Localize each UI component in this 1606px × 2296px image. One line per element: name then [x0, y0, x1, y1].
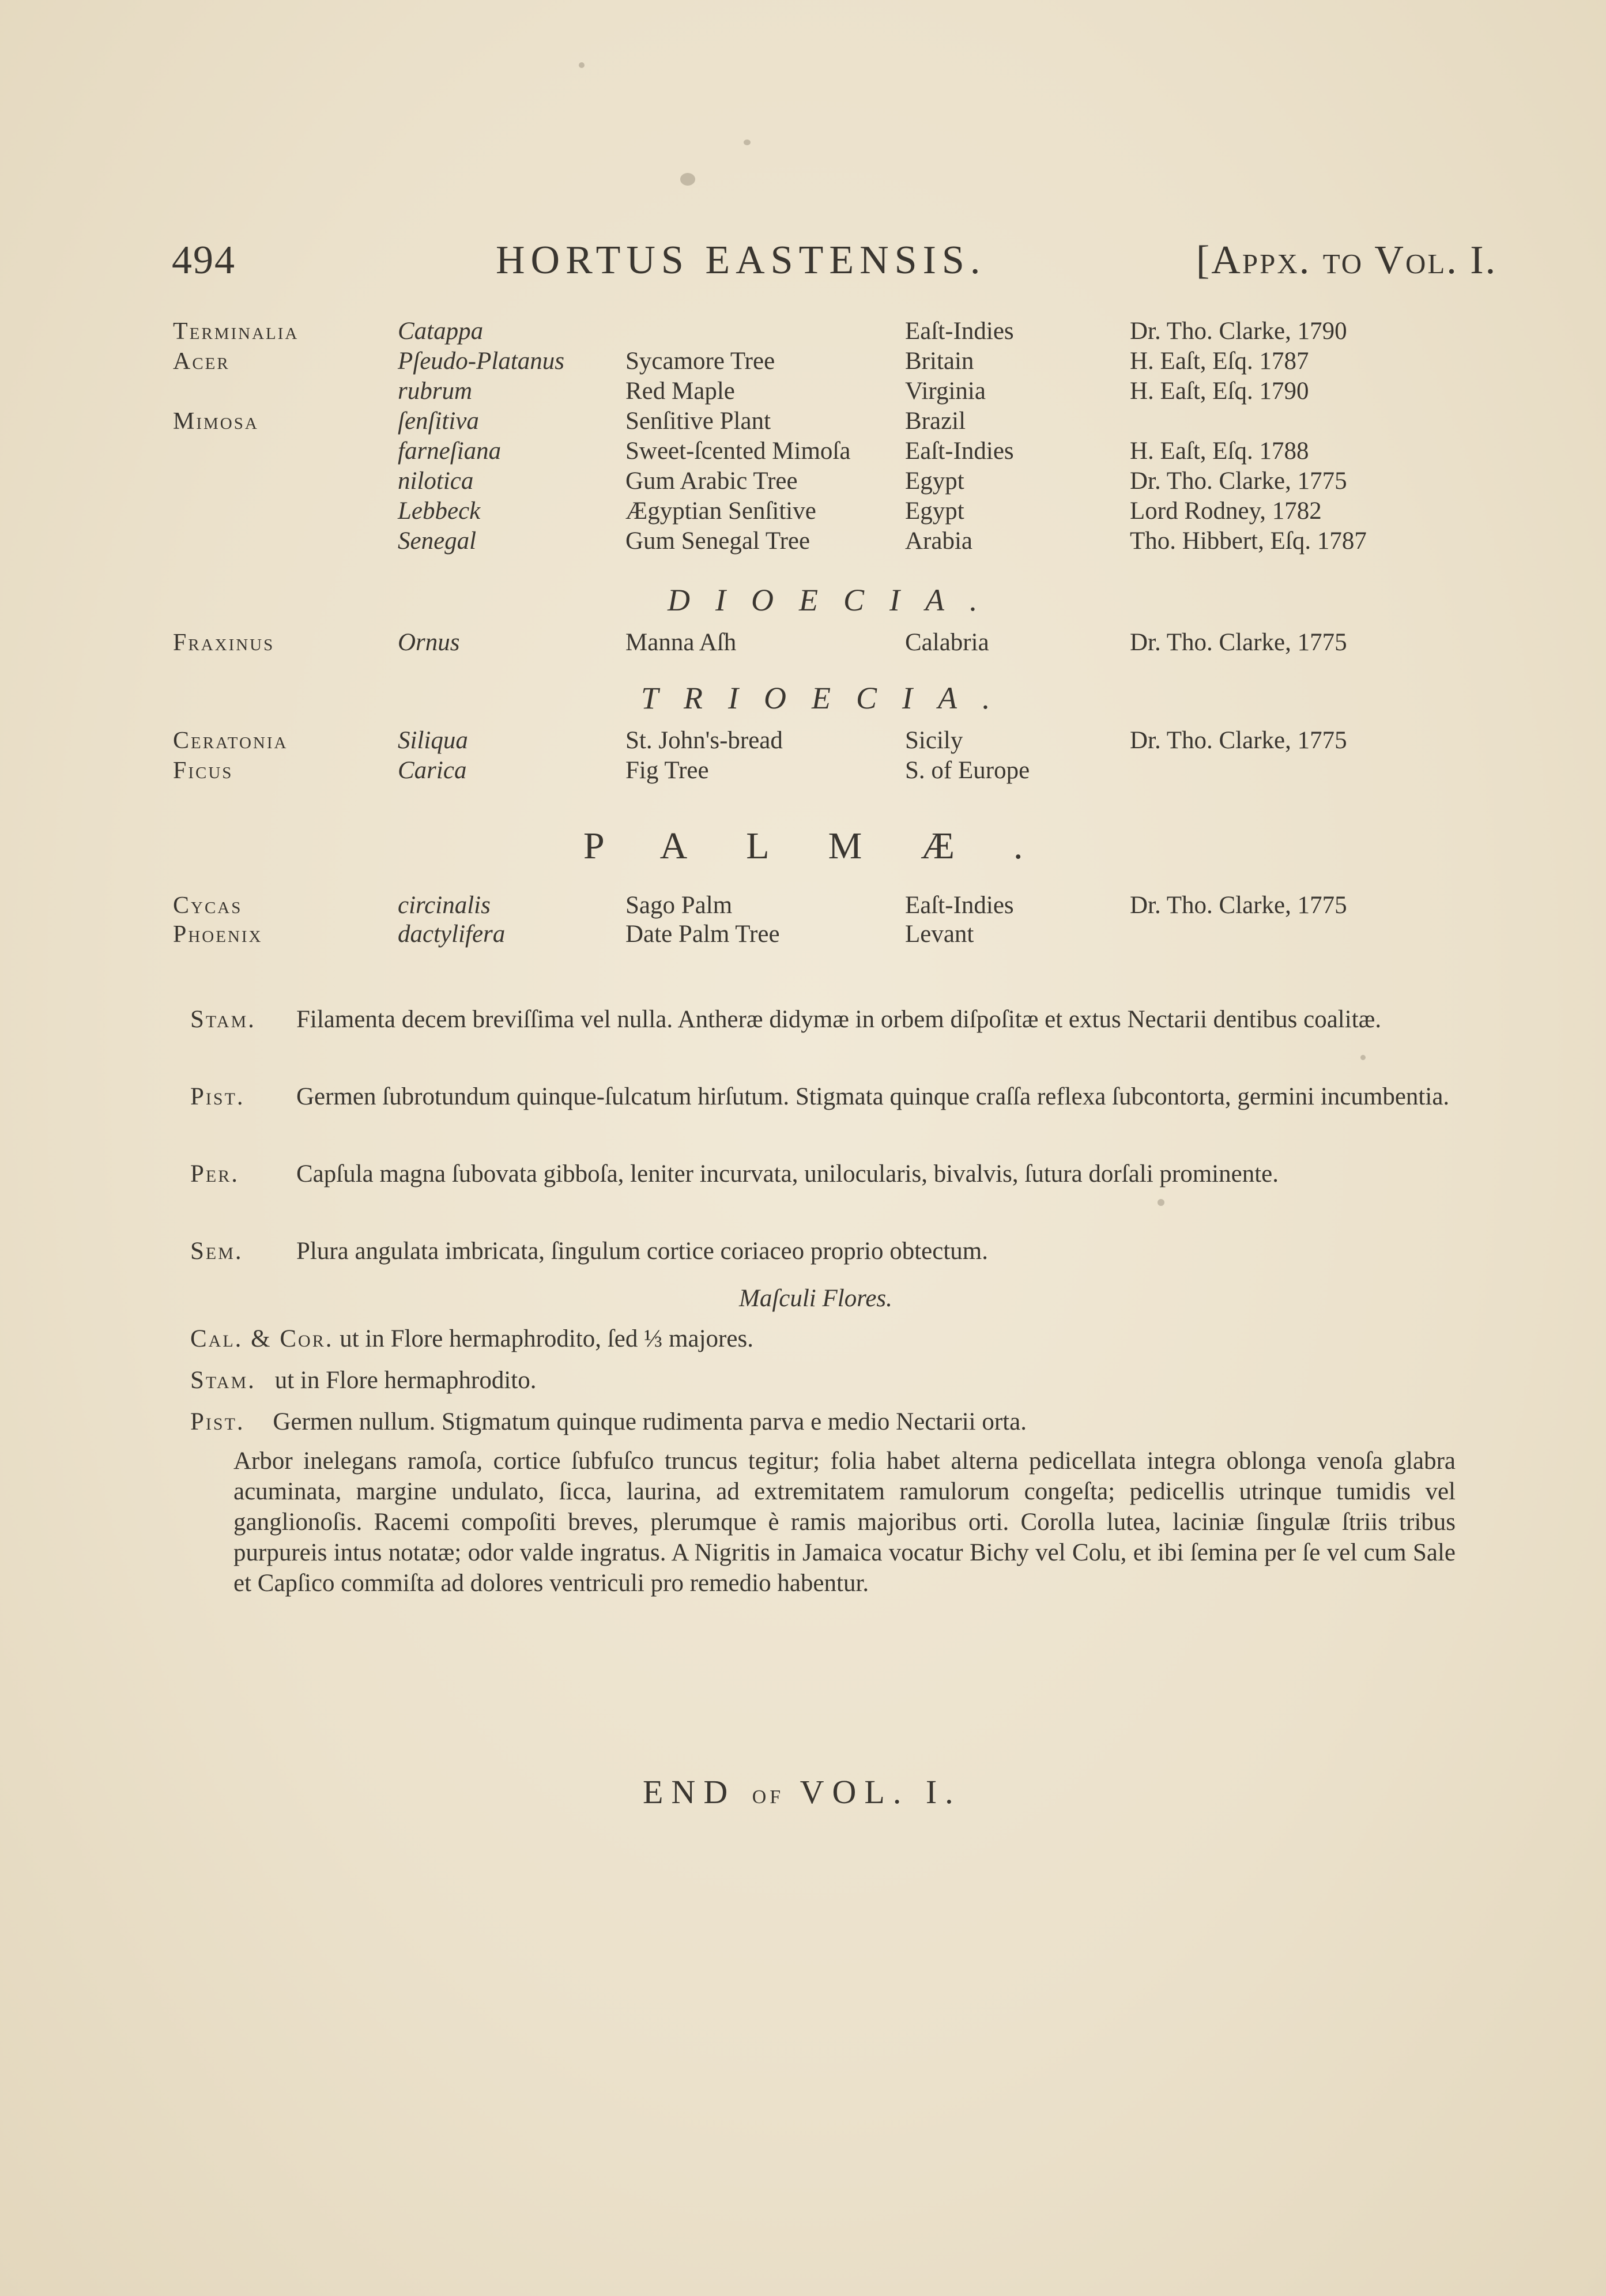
genus: Terminalia	[173, 318, 299, 345]
common-name: Sweet-ſcented Mimoſa	[625, 438, 851, 465]
paper-speck	[680, 173, 695, 186]
table-row	[0, 755, 1606, 786]
section-heading-dioecia: DIOECIA.	[668, 583, 1003, 617]
species: rubrum	[398, 378, 473, 405]
genus: Ficus	[173, 757, 233, 784]
donor: H. Eaſt, Eſq. 1788	[1130, 438, 1309, 465]
common-name: Sago Palm	[625, 892, 733, 919]
description-pist	[190, 1081, 1591, 1145]
native-place: Eaſt-Indies	[905, 318, 1014, 345]
common-name: Senſitive Plant	[625, 408, 771, 435]
masculi-line	[190, 1407, 1027, 1438]
species: Carica	[398, 757, 467, 784]
table-row	[0, 526, 1606, 557]
common-name: Ægyptian Senſitive	[625, 497, 816, 525]
description-label: Stam.	[190, 1367, 256, 1394]
donor: Lord Rodney, 1782	[1130, 497, 1322, 525]
native-place: S. of Europe	[905, 757, 1030, 784]
description-label: Pist.	[190, 1083, 245, 1110]
genus: Ceratonia	[173, 727, 288, 754]
species: Siliqua	[398, 727, 468, 754]
species: nilotica	[398, 468, 474, 495]
species: ſenſitiva	[398, 408, 479, 435]
common-name: Gum Senegal Tree	[625, 527, 810, 555]
table-row	[0, 890, 1606, 921]
paper-speck	[1158, 1199, 1164, 1206]
description-text: Germen ſubrotundum quinque-ſulcatum hirſutum. Stigmata quinque craſſa reflexa ſubcontorta, germini incumbentia.	[296, 1083, 1450, 1110]
description-text: ut in Flore hermaphrodito.	[274, 1367, 537, 1394]
table-row	[0, 627, 1606, 658]
common-name: Date Palm Tree	[625, 921, 780, 948]
donor: Tho. Hibbert, Eſq. 1787	[1130, 527, 1367, 555]
native-place: Brazil	[905, 408, 966, 435]
native-place: Levant	[905, 921, 974, 948]
description-text: Plura angulata imbricata, ſingulum cortice coriaceo proprio obtectum.	[296, 1238, 988, 1265]
description-text: ut in Flore hermaphrodito, ſed ⅓ majores.	[340, 1325, 753, 1352]
donor: H. Eaſt, Eſq. 1787	[1130, 348, 1309, 375]
native-place: Egypt	[905, 468, 964, 495]
description-label: Pist.	[190, 1408, 245, 1435]
description-sem	[190, 1236, 1591, 1268]
description-per	[190, 1159, 1591, 1222]
common-name: St. John's-bread	[625, 727, 783, 754]
paper-speck	[579, 62, 585, 68]
description-text: Germen nullum. Stigmatum quinque rudimenta parva e medio Nectarii orta.	[273, 1408, 1027, 1435]
native-place: Eaſt-Indies	[905, 438, 1014, 465]
paper-speck	[744, 140, 751, 145]
description-text: Capſula magna ſubovata gibboſa, leniter incurvata, unilocularis, bivalvis, ſutura dorſali prominente.	[296, 1160, 1279, 1187]
table-row	[0, 919, 1606, 950]
genus: Phoenix	[173, 921, 263, 948]
donor: H. Eaſt, Eſq. 1790	[1130, 378, 1309, 405]
end-word: END	[643, 1773, 736, 1811]
page-number: 494	[172, 238, 236, 282]
volume-word: VOL. I.	[800, 1773, 962, 1811]
description-label: Cal. & Cor.	[190, 1325, 334, 1352]
genus: Acer	[173, 348, 230, 375]
species: circinalis	[398, 892, 491, 919]
donor: Dr. Tho. Clarke, 1775	[1130, 629, 1347, 656]
common-name: Manna Aſh	[625, 629, 737, 656]
description-label: Sem.	[190, 1238, 243, 1265]
description-paragraph: Arbor inelegans ramoſa, cortice ſubfuſco truncus tegitur; folia habet alterna pedicellata integra oblonga venoſa glabra acuminata, margine undulato, ſicca, laurina, ad extremitatem ramulorum congeſta; pedicellis utrinque tumidis vel ganglionoſis. Racemi compoſiti breves, plerumque è ramis majoribus orti. Corolla lutea, laciniæ ſingulæ ſtriis tribus purpureis intus notatæ; odor valde ingratus. A Nigritis in Jamaica vocatur Bichy vel Colu, et ibi ſemina per ſe vel cum Sale et Capſico commiſta ad dolores ventriculi pro remedio habentur.	[233, 1447, 1456, 1597]
native-place: Britain	[905, 348, 974, 375]
table-row	[0, 346, 1606, 377]
species: Ornus	[398, 629, 460, 656]
masculi-line	[190, 1324, 753, 1355]
common-name: Sycamore Tree	[625, 348, 775, 375]
description-text: Filamenta decem breviſſima vel nulla. Antheræ didymæ in orbem diſpoſitæ et extus Nectarii dentibus coalitæ.	[296, 1006, 1382, 1033]
native-place: Sicily	[905, 727, 963, 754]
genus: Mimosa	[173, 408, 259, 435]
section-heading-trioecia: TRIOECIA.	[641, 681, 1016, 715]
species: Catappa	[398, 318, 484, 345]
species: Senegal	[398, 527, 477, 555]
table-row	[0, 496, 1606, 527]
donor: Dr. Tho. Clarke, 1790	[1130, 318, 1347, 345]
volume-reference: [Appx. to Vol. I.	[1196, 238, 1498, 282]
table-row	[0, 376, 1606, 407]
genus: Fraxinus	[173, 629, 275, 656]
table-row	[0, 406, 1606, 437]
table-row	[0, 466, 1606, 497]
species: Pſeudo-Platanus	[398, 348, 565, 375]
species: farneſiana	[398, 438, 502, 465]
species: Lebbeck	[398, 497, 481, 525]
section-heading-palmae: PALMÆ.	[583, 825, 1082, 867]
donor: Dr. Tho. Clarke, 1775	[1130, 892, 1347, 919]
of-word: OF	[752, 1786, 785, 1808]
table-row	[0, 725, 1606, 756]
native-place: Calabria	[905, 629, 989, 656]
common-name: Red Maple	[625, 378, 735, 405]
species: dactylifera	[398, 921, 506, 948]
running-title: HORTUS EASTENSIS.	[496, 238, 986, 282]
table-row	[0, 316, 1606, 347]
description-label: Stam.	[190, 1006, 256, 1033]
end-of-volume	[643, 1773, 962, 1811]
masculi-line	[190, 1365, 537, 1396]
donor: Dr. Tho. Clarke, 1775	[1130, 468, 1347, 495]
common-name: Gum Arabic Tree	[625, 468, 798, 495]
paper-speck	[1360, 1055, 1366, 1060]
genus: Cycas	[173, 892, 243, 919]
donor: Dr. Tho. Clarke, 1775	[1130, 727, 1347, 754]
table-row	[0, 436, 1606, 467]
common-name: Fig Tree	[625, 757, 709, 784]
native-place: Arabia	[905, 527, 972, 555]
masculi-heading: Maſculi Flores.	[739, 1285, 892, 1312]
native-place: Eaſt-Indies	[905, 892, 1014, 919]
native-place: Egypt	[905, 497, 964, 525]
native-place: Virginia	[905, 378, 986, 405]
description-label: Per.	[190, 1160, 239, 1187]
description-stam	[190, 1004, 1591, 1068]
